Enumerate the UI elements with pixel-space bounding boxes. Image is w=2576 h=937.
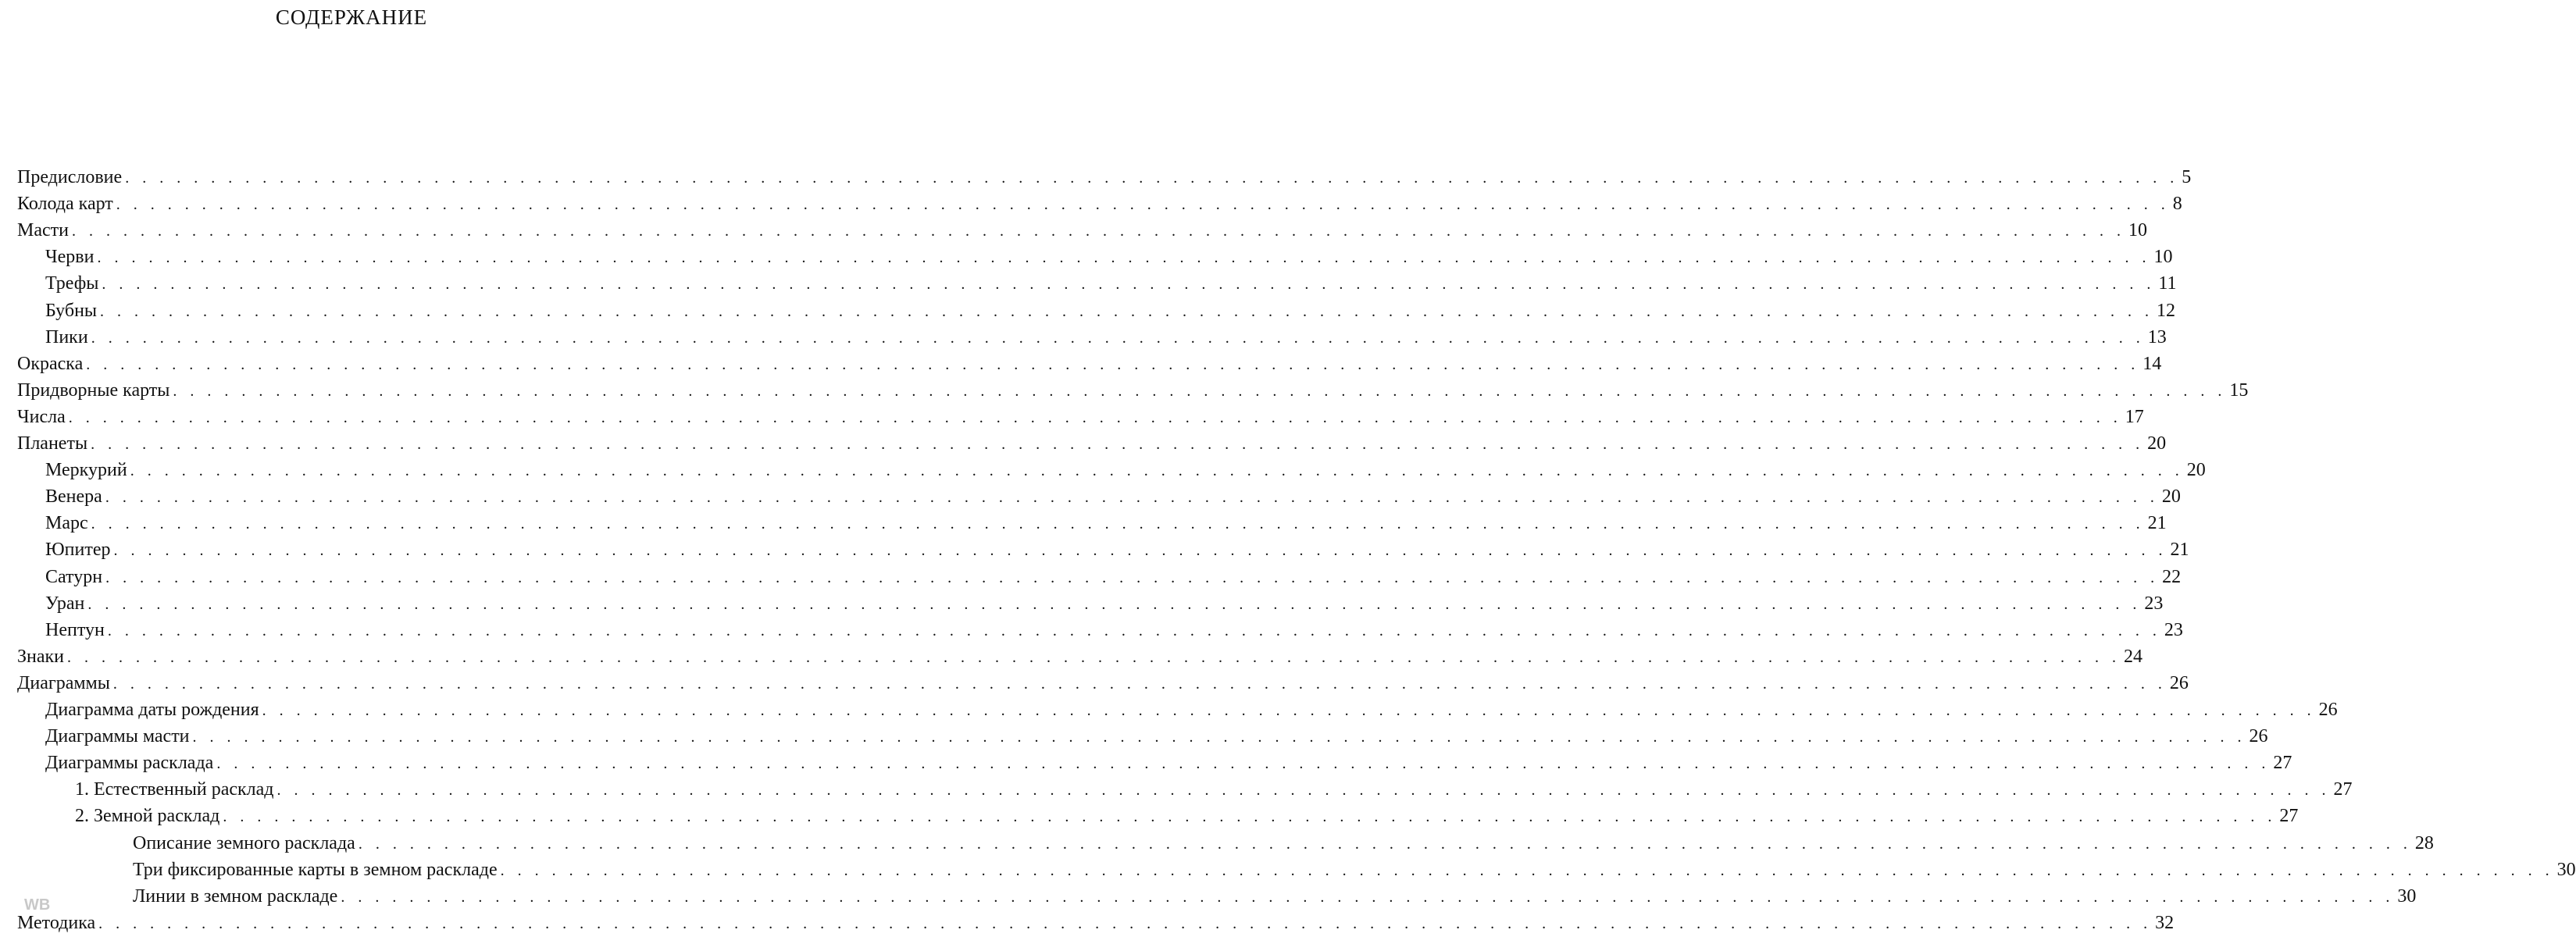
toc-entry	[45, 723, 2268, 750]
toc-entry-page-number: 30	[2556, 859, 2576, 880]
toc-entry	[45, 697, 2338, 723]
toc-entry-label: Методика	[17, 912, 96, 933]
dot-leader: . . . . . . . . . . . . . . . . . . . . . . . . . . . . . . . . . . . . . . . . . . . . . . . . . . . . . . . . . . . . . . . . . . . . . . . . . . . . . . . . . . . . . . . . . . . . . . . . . . . . . . . . . . . . . . . . . . . . . . . .	[86, 355, 2140, 373]
dot-leader: . . . . . . . . . . . . . . . . . . . . . . . . . . . . . . . . . . . . . . . . . . . . . . . . . . . . . . . . . . . . . . . . . . . . . . . . . . . . . . . . . . . . . . . . . . . . . . . . . . . . . . . . . . . . . . . . . . . . . . . .	[107, 622, 2161, 640]
toc-entry	[17, 910, 2175, 936]
toc-entry-page-number: 11	[2158, 273, 2177, 294]
dot-leader: . . . . . . . . . . . . . . . . . . . . . . . . . . . . . . . . . . . . . . . . . . . . . . . . . . . . . . . . . . . . . . . . . . . . . . . . . . . . . . . . . . . . . . . . . . . . . . . . . . . . . . . . . . . . . . . . . . . . . . . .	[341, 888, 2395, 906]
dot-leader: . . . . . . . . . . . . . . . . . . . . . . . . . . . . . . . . . . . . . . . . . . . . . . . . . . . . . . . . . . . . . . . . . . . . . . . . . . . . . . . . . . . . . . . . . . . . . . . . . . . . . . . . . . . . . . . . . . . . . . . .	[125, 169, 2179, 187]
toc-entry-label: Диаграммы	[17, 672, 110, 693]
dot-leader: . . . . . . . . . . . . . . . . . . . . . . . . . . . . . . . . . . . . . . . . . . . . . . . . . . . . . . . . . . . . . . . . . . . . . . . . . . . . . . . . . . . . . . . . . . . . . . . . . . . . . . . . . . . . . . . . . . . . . . . .	[277, 782, 2331, 800]
toc-entry-page-number: 26	[2249, 726, 2268, 747]
dot-leader: . . . . . . . . . . . . . . . . . . . . . . . . . . . . . . . . . . . . . . . . . . . . . . . . . . . . . . . . . . . . . . . . . . . . . . . . . . . . . . . . . . . . . . . . . . . . . . . . . . . . . . . . . . . . . . . . . . . . . . . .	[67, 648, 2121, 666]
toc-entry	[17, 217, 2147, 244]
dot-leader: . . . . . . . . . . . . . . . . . . . . . . . . . . . . . . . . . . . . . . . . . . . . . . . . . . . . . . . . . . . . . . . . . . . . . . . . . . . . . . . . . . . . . . . . . . . . . . . . . . . . . . . . . . . . . . . . . . . . . . . .	[71, 223, 2125, 240]
toc-entry-page-number: 8	[2172, 194, 2182, 215]
toc-entry-label: Описание земного расклада	[133, 832, 355, 853]
toc-entry	[17, 351, 2162, 377]
toc-entry-page-number: 26	[2318, 700, 2338, 720]
dot-leader: . . . . . . . . . . . . . . . . . . . . . . . . . . . . . . . . . . . . . . . . . . . . . . . . . . . . . . . . . . . . . . . . . . . . . . . . . . . . . . . . . . . . . . . . . . . . . . . . . . . . . . . . . . . . . . . . . . . . . . . .	[216, 755, 2271, 773]
toc-entry-page-number: 10	[2153, 247, 2173, 268]
toc-entry-label: Черви	[45, 247, 95, 268]
dot-leader: . . . . . . . . . . . . . . . . . . . . . . . . . . . . . . . . . . . . . . . . . . . . . . . . . . . . . . . . . . . . . . . . . . . . . . . . . . . . . . . . . . . . . . . . . . . . . . . . . . . . . . . . . . . . . . . . . . . . . . . .	[91, 515, 2145, 533]
page-title: СОДЕРЖАНИЕ	[275, 5, 428, 29]
toc-entry-page-number: 21	[2170, 540, 2189, 561]
dot-leader: . . . . . . . . . . . . . . . . . . . . . . . . . . . . . . . . . . . . . . . . . . . . . . . . . . . . . . . . . . . . . . . . . . . . . . . . . . . . . . . . . . . . . . . . . . . . . . . . . . . . . . . . . . . . . . . . . . . . . . . .	[100, 302, 2154, 320]
toc-entry-label: Меркурий	[45, 460, 127, 481]
dot-leader: . . . . . . . . . . . . . . . . . . . . . . . . . . . . . . . . . . . . . . . . . . . . . . . . . . . . . . . . . . . . . . . . . . . . . . . . . . . . . . . . . . . . . . . . . . . . . . . . . . . . . . . . . . . . . . . . . . . . . . . .	[192, 729, 2246, 746]
toc-entry-page-number: 12	[2157, 300, 2176, 321]
toc-entry-label: Диаграммы расклада	[45, 753, 214, 774]
toc-entry-label: Уран	[45, 593, 85, 614]
dot-leader: . . . . . . . . . . . . . . . . . . . . . . . . . . . . . . . . . . . . . . . . . . . . . . . . . . . . . . . . . . . . . . . . . . . . . . . . . . . . . . . . . . . . . . . . . . . . . . . . . . . . . . . . . . . . . . . . . . . . . . . .	[173, 382, 2227, 400]
toc-entry-label: Знаки	[17, 646, 65, 667]
toc-entry-label: 1. Естественный расклад	[75, 779, 274, 800]
toc-entry-label: Венера	[45, 486, 102, 508]
dot-leader: . . . . . . . . . . . . . . . . . . . . . . . . . . . . . . . . . . . . . . . . . . . . . . . . . . . . . . . . . . . . . . . . . . . . . . . . . . . . . . . . . . . . . . . . . . . . . . . . . . . . . . . . . . . . . . . . . . . . . . . .	[262, 702, 2316, 719]
toc-entry-page-number: 15	[2229, 379, 2249, 401]
toc-entry	[133, 883, 2417, 910]
dot-leader: . . . . . . . . . . . . . . . . . . . . . . . . . . . . . . . . . . . . . . . . . . . . . . . . . . . . . . . . . . . . . . . . . . . . . . . . . . . . . . . . . . . . . . . . . . . . . . . . . . . . . . . . . . . . . . . . . . . . . . . .	[68, 408, 2122, 426]
toc-entry-label: Колода карт	[17, 194, 113, 215]
toc-entry	[45, 536, 2189, 563]
toc-entry-page-number: 13	[2147, 326, 2167, 347]
toc-entry-label: Три фиксированные карты в земном раскладе	[133, 859, 498, 880]
toc-entry-page-number: 14	[2143, 353, 2162, 374]
toc-entry-page-number: 26	[2169, 672, 2189, 693]
dot-leader: . . . . . . . . . . . . . . . . . . . . . . . . . . . . . . . . . . . . . . . . . . . . . . . . . . . . . . . . . . . . . . . . . . . . . . . . . . . . . . . . . . . . . . . . . . . . . . . . . . . . . . . . . . . . . . . . . . . . . . . .	[500, 861, 2554, 879]
toc-entry-page-number: 5	[2182, 167, 2192, 187]
toc-entry	[45, 750, 2292, 776]
toc-entry	[17, 191, 2182, 217]
toc-entry	[75, 803, 2299, 829]
dot-leader: . . . . . . . . . . . . . . . . . . . . . . . . . . . . . . . . . . . . . . . . . . . . . . . . . . . . . . . . . . . . . . . . . . . . . . . . . . . . . . . . . . . . . . . . . . . . . . . . . . . . . . . . . . . . . . . . . . . . . . . .	[105, 568, 2160, 586]
toc-entry-page-number: 30	[2397, 885, 2417, 907]
toc-entry	[45, 564, 2182, 590]
toc-entry-label: Придворные карты	[17, 379, 170, 401]
toc-entry	[17, 404, 2144, 430]
toc-entry	[75, 776, 2353, 803]
toc-entry	[17, 164, 2192, 191]
toc-entry	[45, 270, 2177, 297]
toc-entry-label: Диаграмма даты рождения	[45, 700, 259, 720]
dot-leader: . . . . . . . . . . . . . . . . . . . . . . . . . . . . . . . . . . . . . . . . . . . . . . . . . . . . . . . . . . . . . . . . . . . . . . . . . . . . . . . . . . . . . . . . . . . . . . . . . . . . . . . . . . . . . . . . . . . . . . . .	[91, 436, 2145, 453]
dot-leader: . . . . . . . . . . . . . . . . . . . . . . . . . . . . . . . . . . . . . . . . . . . . . . . . . . . . . . . . . . . . . . . . . . . . . . . . . . . . . . . . . . . . . . . . . . . . . . . . . . . . . . . . . . . . . . . . . . . . . . . .	[223, 808, 2277, 826]
toc-entry-label: Числа	[17, 406, 66, 427]
toc-entry-label: Пики	[45, 326, 88, 347]
toc-entry-page-number: 32	[2155, 912, 2175, 933]
toc-entry	[133, 857, 2576, 883]
toc-entry-page-number: 27	[2273, 753, 2292, 774]
toc-entry-label: 2. Земной расклад	[75, 806, 220, 827]
toc-entry	[17, 670, 2189, 697]
dot-leader: . . . . . . . . . . . . . . . . . . . . . . . . . . . . . . . . . . . . . . . . . . . . . . . . . . . . . . . . . . . . . . . . . . . . . . . . . . . . . . . . . . . . . . . . . . . . . . . . . . . . . . . . . . . . . . . . . . . . . . . .	[113, 542, 2167, 560]
toc-entry-label: Юпитер	[45, 540, 111, 561]
toc-entry	[45, 297, 2176, 324]
dot-leader: . . . . . . . . . . . . . . . . . . . . . . . . . . . . . . . . . . . . . . . . . . . . . . . . . . . . . . . . . . . . . . . . . . . . . . . . . . . . . . . . . . . . . . . . . . . . . . . . . . . . . . . . . . . . . . . . . . . . . . . .	[87, 595, 2142, 613]
toc-entry	[45, 457, 2206, 483]
toc-entry	[45, 324, 2167, 351]
toc-entry-page-number: 17	[2125, 406, 2144, 427]
dot-leader: . . . . . . . . . . . . . . . . . . . . . . . . . . . . . . . . . . . . . . . . . . . . . . . . . . . . . . . . . . . . . . . . . . . . . . . . . . . . . . . . . . . . . . . . . . . . . . . . . . . . . . . . . . . . . . . . . . . . . . . .	[112, 675, 2167, 693]
dot-leader: . . . . . . . . . . . . . . . . . . . . . . . . . . . . . . . . . . . . . . . . . . . . . . . . . . . . . . . . . . . . . . . . . . . . . . . . . . . . . . . . . . . . . . . . . . . . . . . . . . . . . . . . . . . . . . . . . . . . . . . .	[130, 462, 2184, 480]
toc-entry-label: Окраска	[17, 353, 84, 374]
toc-entry-label: Марс	[45, 513, 88, 534]
toc-entry	[17, 430, 2167, 457]
toc-entry-label: Диаграммы масти	[45, 726, 190, 747]
dot-leader: . . . . . . . . . . . . . . . . . . . . . . . . . . . . . . . . . . . . . . . . . . . . . . . . . . . . . . . . . . . . . . . . . . . . . . . . . . . . . . . . . . . . . . . . . . . . . . . . . . . . . . . . . . . . . . . . . . . . . . . .	[105, 489, 2159, 507]
toc-entry-page-number: 23	[2164, 619, 2183, 640]
toc-entry	[45, 244, 2173, 270]
dot-leader: . . . . . . . . . . . . . . . . . . . . . . . . . . . . . . . . . . . . . . . . . . . . . . . . . . . . . . . . . . . . . . . . . . . . . . . . . . . . . . . . . . . . . . . . . . . . . . . . . . . . . . . . . . . . . . . . . . . . . . . .	[91, 329, 2145, 347]
dot-leader: . . . . . . . . . . . . . . . . . . . . . . . . . . . . . . . . . . . . . . . . . . . . . . . . . . . . . . . . . . . . . . . . . . . . . . . . . . . . . . . . . . . . . . . . . . . . . . . . . . . . . . . . . . . . . . . . . . . . . . . .	[98, 914, 2153, 932]
toc-entry-page-number: 10	[2128, 220, 2147, 241]
toc-entry-page-number: 28	[2414, 832, 2434, 853]
dot-leader: . . . . . . . . . . . . . . . . . . . . . . . . . . . . . . . . . . . . . . . . . . . . . . . . . . . . . . . . . . . . . . . . . . . . . . . . . . . . . . . . . . . . . . . . . . . . . . . . . . . . . . . . . . . . . . . . . . . . . . . .	[358, 835, 2412, 853]
toc-entry-page-number: 20	[2186, 460, 2206, 481]
toc-entry-label: Бубны	[45, 300, 98, 321]
toc-entry-page-number: 27	[2333, 779, 2353, 800]
toc-entry-page-number: 22	[2162, 566, 2182, 587]
toc-entry-label: Масти	[17, 220, 69, 241]
toc-entry-page-number: 20	[2147, 433, 2167, 454]
toc-entry-page-number: 24	[2124, 646, 2143, 667]
toc-entry-label: Нептун	[45, 619, 105, 640]
toc-entry-label: Сатурн	[45, 566, 103, 587]
toc-entry-label: Линии в земном раскладе	[133, 885, 338, 907]
dot-leader: . . . . . . . . . . . . . . . . . . . . . . . . . . . . . . . . . . . . . . . . . . . . . . . . . . . . . . . . . . . . . . . . . . . . . . . . . . . . . . . . . . . . . . . . . . . . . . . . . . . . . . . . . . . . . . . . . . . . . . . .	[97, 249, 2151, 267]
toc-entry	[133, 830, 2434, 857]
toc-entry	[45, 590, 2164, 617]
toc-entry-label: Планеты	[17, 433, 88, 454]
toc-entry	[17, 643, 2143, 670]
toc-entry	[45, 617, 2183, 643]
toc-entry	[17, 377, 2249, 404]
toc-entry	[45, 483, 2181, 510]
dot-leader: . . . . . . . . . . . . . . . . . . . . . . . . . . . . . . . . . . . . . . . . . . . . . . . . . . . . . . . . . . . . . . . . . . . . . . . . . . . . . . . . . . . . . . . . . . . . . . . . . . . . . . . . . . . . . . . . . . . . . . . .	[116, 196, 2170, 214]
toc-entry-label: Предисловие	[17, 167, 123, 187]
toc-entry-page-number: 20	[2161, 486, 2181, 508]
toc-entry-label: Трефы	[45, 273, 99, 294]
toc-entry	[45, 510, 2167, 536]
toc-entry-page-number: 27	[2279, 806, 2299, 827]
toc-entry-page-number: 21	[2147, 513, 2167, 534]
wb-watermark: WB	[24, 896, 51, 914]
toc-entry-page-number: 23	[2144, 593, 2164, 614]
dot-leader: . . . . . . . . . . . . . . . . . . . . . . . . . . . . . . . . . . . . . . . . . . . . . . . . . . . . . . . . . . . . . . . . . . . . . . . . . . . . . . . . . . . . . . . . . . . . . . . . . . . . . . . . . . . . . . . . . . . . . . . .	[102, 276, 2156, 294]
